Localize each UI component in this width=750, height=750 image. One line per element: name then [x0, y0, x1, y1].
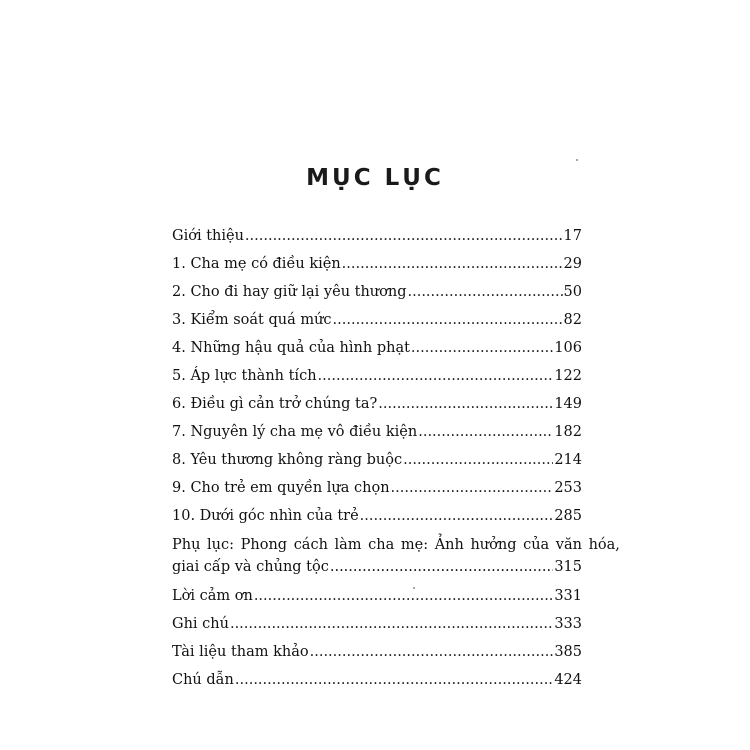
dot-leader: [403, 446, 553, 474]
toc-page-number: 253: [554, 480, 582, 496]
toc-entry-chapter-3: [172, 306, 582, 334]
dot-leader: [318, 362, 554, 390]
appendix-title-line-2: giai cấp và chủng tộc: [172, 559, 329, 575]
toc-page-number: 149: [554, 396, 582, 412]
toc-entry-label: 4. Những hậu quả của hình phạt: [172, 340, 410, 356]
dot-leader: [330, 556, 553, 578]
dot-leader: [418, 418, 553, 446]
toc-entry-label: 10. Dưới góc nhìn của trẻ: [172, 508, 359, 524]
toc-entry-notes: [172, 610, 582, 638]
toc-entry-label: Lời cảm ơn: [172, 588, 253, 604]
toc-entry-label: 7. Nguyên lý cha mẹ vô điều kiện: [172, 424, 418, 440]
toc-page-number: 182: [554, 424, 582, 440]
toc-page-number: 17: [563, 228, 582, 244]
toc-entry-references: [172, 638, 582, 666]
appendix-title-line-1: Phụ lục: Phong cách làm cha mẹ: Ảnh hưởng của văn hóa,: [172, 537, 620, 553]
toc-entry-intro: [172, 222, 582, 250]
dot-leader: [378, 390, 553, 418]
toc-entry-chapter-9: [172, 474, 582, 502]
dot-leader: [333, 306, 563, 334]
toc-page-number: 424: [554, 672, 582, 688]
toc-entry-label: 9. Cho trẻ em quyền lựa chọn: [172, 480, 390, 496]
toc-entry-chapter-7: [172, 418, 582, 446]
toc-entry-label: 3. Kiểm soát quá mức: [172, 312, 332, 328]
toc-page-number: 214: [554, 452, 582, 468]
paper-speck: [576, 159, 578, 161]
dot-leader: [245, 222, 563, 250]
paper-speck: [413, 587, 415, 589]
dot-leader: [254, 582, 554, 610]
toc-entry-index: [172, 666, 582, 694]
toc-page-number: 315: [554, 559, 582, 575]
toc-entry-label: 1. Cha mẹ có điều kiện: [172, 256, 341, 272]
toc-entry-chapter-8: [172, 446, 582, 474]
toc-entry-chapter-10: [172, 502, 582, 530]
toc-entry-label: Ghi chú: [172, 616, 229, 632]
page-title: MỤC LỤC: [306, 165, 444, 191]
dot-leader: [342, 250, 563, 278]
dot-leader: [230, 610, 553, 638]
dot-leader: [360, 502, 554, 530]
dot-leader: [235, 666, 553, 694]
toc-entry-label: Chú dẫn: [172, 672, 234, 688]
toc-page-number: 29: [563, 256, 582, 272]
toc-page-number: 385: [554, 644, 582, 660]
toc-entry-label: 2. Cho đi hay giữ lại yêu thương: [172, 284, 407, 300]
toc-page-number: 333: [554, 616, 582, 632]
toc-page-number: 285: [554, 508, 582, 524]
toc-entry-label: Giới thiệu: [172, 228, 244, 244]
toc-page-number: 50: [563, 284, 582, 300]
toc-page-number: 331: [554, 588, 582, 604]
toc-page-number: 122: [554, 368, 582, 384]
toc-page-number: 106: [554, 340, 582, 356]
toc-entry-chapter-5: [172, 362, 582, 390]
toc-entry-label: 6. Điều gì cản trở chúng ta?: [172, 396, 378, 412]
toc-entry-chapter-4: [172, 334, 582, 362]
toc-entry-chapter-6: [172, 390, 582, 418]
toc-entry-label: Tài liệu tham khảo: [172, 644, 309, 660]
toc-entry-label: 5. Áp lực thành tích: [172, 368, 317, 384]
dot-leader: [310, 638, 554, 666]
dot-leader: [408, 278, 563, 306]
toc-page-number: 82: [563, 312, 582, 328]
table-of-contents: [172, 222, 620, 694]
toc-entry-label: 8. Yêu thương không ràng buộc: [172, 452, 403, 468]
dot-leader: [411, 334, 553, 362]
toc-entry-chapter-2: [172, 278, 582, 306]
toc-entry-chapter-1: [172, 250, 582, 278]
toc-entry-acknowledgements: [172, 582, 582, 610]
toc-entry-appendix: [172, 534, 620, 582]
dot-leader: [391, 474, 554, 502]
